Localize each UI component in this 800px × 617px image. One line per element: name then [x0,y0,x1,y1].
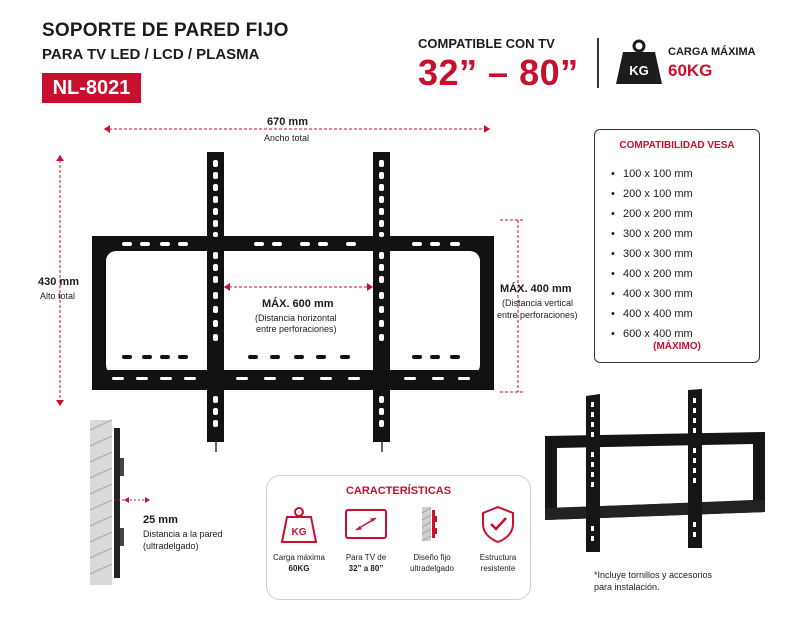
depth-value: 25 mm [143,514,178,526]
vesa-title: COMPATIBILIDAD VESA [619,140,735,151]
vesa-max-label: (MÁXIMO) [653,341,701,352]
depth-label-2: (ultradelgado) [143,541,199,551]
feature-value: ultradelgado [409,564,455,573]
vesa-item: • 300 x 300 mm [611,244,693,264]
tv-screen-icon [344,504,388,544]
feature-strong-structure [466,504,530,574]
vesa-list [611,164,693,344]
bracket-photo [545,389,765,552]
feature-value: resistente [480,564,516,573]
features-card [266,475,531,600]
width-value: 670 mm [267,116,308,128]
footnote-line-2: para instalación. [594,582,660,592]
horizontal-spacing-label-1: (Distancia horizontal [255,313,337,323]
max-load-value: 60KG [668,61,713,80]
depth-label-1: Distancia a la pared [143,529,223,539]
vesa-item: • 400 x 300 mm [611,284,693,304]
vertical-spacing-value: MÁX. 400 mm [500,283,572,295]
compat-label: COMPATIBLE CON TV [418,36,555,51]
feature-label: Diseño fijo [413,553,451,562]
features-title: CARACTERÍSTICAS [345,485,452,497]
feature-value: 60KG [288,564,310,573]
feature-label: Carga máxima [272,553,325,562]
bracket-arm-right [373,152,390,452]
vesa-item: • 100 x 100 mm [611,164,693,184]
vesa-item: • 200 x 200 mm [611,204,693,224]
feature-tv-size [334,504,398,574]
side-profile [90,420,150,585]
bracket-arm-left [207,152,224,452]
feature-slim-design [400,504,464,574]
kg-weight-icon [279,504,319,544]
feature-value: 32” a 80” [348,564,384,573]
kg-icon-text: KG [291,527,307,538]
slim-profile-icon [412,504,452,544]
height-label: Alto total [40,291,76,301]
vertical-spacing-label-1: (Distancia vertical [502,298,574,308]
footnote-line-1: *Incluye tornillos y accesorios [594,570,713,580]
model-badge: NL-8021 [42,73,141,103]
feature-max-load [267,504,331,574]
vesa-item: • 300 x 200 mm [611,224,693,244]
shield-check-icon [478,504,518,544]
vesa-item: • 400 x 400 mm [611,304,693,324]
horizontal-spacing-label-2: entre perforaciones) [256,324,337,334]
height-value: 430 mm [38,276,79,288]
vesa-item: • 400 x 200 mm [611,264,693,284]
vesa-item: • 200 x 100 mm [611,184,693,204]
max-load-label: CARGA MÁXIMA [668,46,756,58]
product-subtitle: PARA TV LED / LCD / PLASMA [42,46,260,63]
vertical-spacing-label-2: entre perforaciones) [497,310,578,320]
vesa-compat-box [594,129,760,363]
product-title: SOPORTE DE PARED FIJO [42,20,289,41]
feature-label: Estructura [479,553,517,562]
feature-label: Para TV de [345,553,387,562]
horizontal-spacing-value: MÁX. 600 mm [262,298,334,310]
width-label: Ancho total [264,133,310,143]
vesa-item: • 600 x 400 mm [611,324,693,344]
compat-size: 32” – 80” [418,52,579,93]
weight-icon-text: KG [629,63,649,78]
